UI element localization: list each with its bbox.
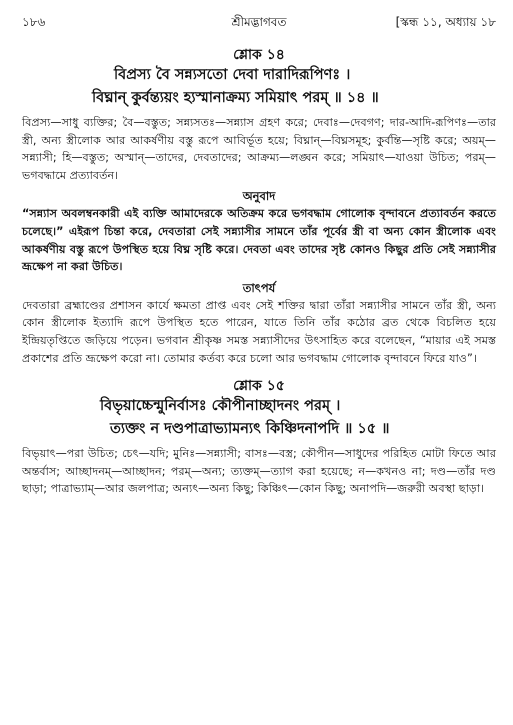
verse-14-line-1: বিপ্রস্য বৈ সন্ন্যসতো দেবা দারাদিরূপিণঃ ।: [114, 67, 351, 83]
page-number: ১৮৬: [22, 15, 46, 29]
verse-14-heading: শ্লোক ১৪: [233, 47, 285, 63]
verse-15-line-1: বিভৃয়াচ্চেন্মুনির্বাসঃ কৌপীনাচ্ছাদনং পরম্ ।: [100, 398, 341, 415]
book-title: শ্রীমদ্ভাগবত: [231, 15, 287, 29]
page-header: [22, 12, 496, 34]
verse-15-synonyms: বিভৃয়াৎ—পরা উচিত; চেৎ—যদি; মুনিঃ—সন্ন্যাসী; বাসঃ—বস্ত্র; কৌপীন—সাধুদের পরিহিত মোটা ফিতে আর অন্তর্বাস; আচ্ছাদনম্—আচ্ছাদন; পরম্—অন্য; ত্যক্তম্—ত্যাগ করা হয়েছে; ন—কখনও না; দণ্ড—তাঁর দণ্ড ছাড়া; পাত্রাভ্যাম্—আর জলপাত্র; অন্যৎ—অন্য কিছু; কিঞ্চিৎ—কোন কিছু; অনাপদি—জরুরী অবস্থা ছাড়া।: [22, 447, 496, 496]
verse-14-synonyms: বিপ্রস্য—সাধু ব্যক্তির; বৈ—বস্তুত; সন্ন্যসতঃ—সন্ন্যাস গ্রহণ করে; দেবাঃ—দেবগণ; দার-আদি-রূপিণঃ—তার স্ত্রী, অন্য স্ত্রীলোক আর আকর্ষণীয় বস্তু রূপে আবির্ভূত হয়ে; বিঘ্নান্—বিঘ্নসমূহ; কুর্বন্তি—সৃষ্টি করে; অয়ম্—সন্ন্যাসী; হি—বস্তুত; অস্মান্—তাদের, দেবতাদের; আক্রম্য—লঙ্ঘন করে; সমিয়াৎ—যাওয়া উচিত; পরম্—ভগবদ্ধামে প্রত্যাবর্তন।: [22, 116, 496, 182]
verse-14-purport: দেবতারা ব্রহ্মাণ্ডের প্রশাসন কার্যে ক্ষমতা প্রাপ্ত এবং সেই শক্তির দ্বারা তাঁরা সন্ন্যাসীর সামনে তাঁর স্ত্রী, অন্য কোন স্ত্রীলোক ইত্যাদি রূপে উপস্থিত হতে পারেন, যাতে তিনি তাঁর কঠোর ব্রত থেকে বিচলিত হয়ে ইন্দ্রিয়তৃপ্তিতে জড়িয়ে পড়েন। ভগবান শ্রীকৃষ্ণ সমস্ত সন্ন্যাসীদের উৎসাহিত করে বলেছেন, “মায়ার এই সমস্ত প্রকাশের প্রতি ভ্রূক্ষেপ করো না। তোমার কর্তব্য করে চলো আর ভগবদ্ধাম গোলোক বৃন্দাবনে ফিরে যাও”।: [22, 298, 496, 365]
verse-14-line-2: বিঘ্নান্ কুর্বন্ত্যয়ং হ্যস্মানাক্রম্য সমিয়াৎ পরম্ ॥ ১৪ ॥: [92, 90, 379, 106]
verse-15-line-2: ত্যক্তং ন দণ্ডপাত্রাভ্যামন্যৎ কিঞ্চিদনাপদি ॥ ১৫ ॥: [110, 421, 390, 438]
chapter-location: [স্কন্ধ ১১, অধ্যায় ১৮: [395, 15, 496, 29]
translation-title: অনুবাদ: [242, 189, 276, 204]
scripture-page: [22, 12, 496, 498]
purport-title: তাৎপর্য: [242, 280, 276, 295]
verse-15-heading: শ্লোক ১৫: [233, 378, 285, 395]
verse-14-translation: “সন্ন্যাস অবলম্বনকারী এই ব্যক্তি আমাদেরকে অতিক্রম করে ভগবদ্ধাম গোলোক বৃন্দাবনে প্রত্যাবর্তন করতে চলেছে।” এইরূপ চিন্তা করে, দেবতারা সেই সন্ন্যাসীর সামনে তাঁর পূর্বের স্ত্রী বা অন্য কোন স্ত্রীলোক এবং আকর্ষণীয় বস্তু রূপে উপস্থিত হয়ে বিঘ্ন সৃষ্টি করে। দেবতা এবং তাদের সৃষ্ট কোনও কিছুর প্রতি সেই সন্ন্যাসীর ভ্রূক্ষেপ না করা উচিত।: [22, 207, 496, 274]
